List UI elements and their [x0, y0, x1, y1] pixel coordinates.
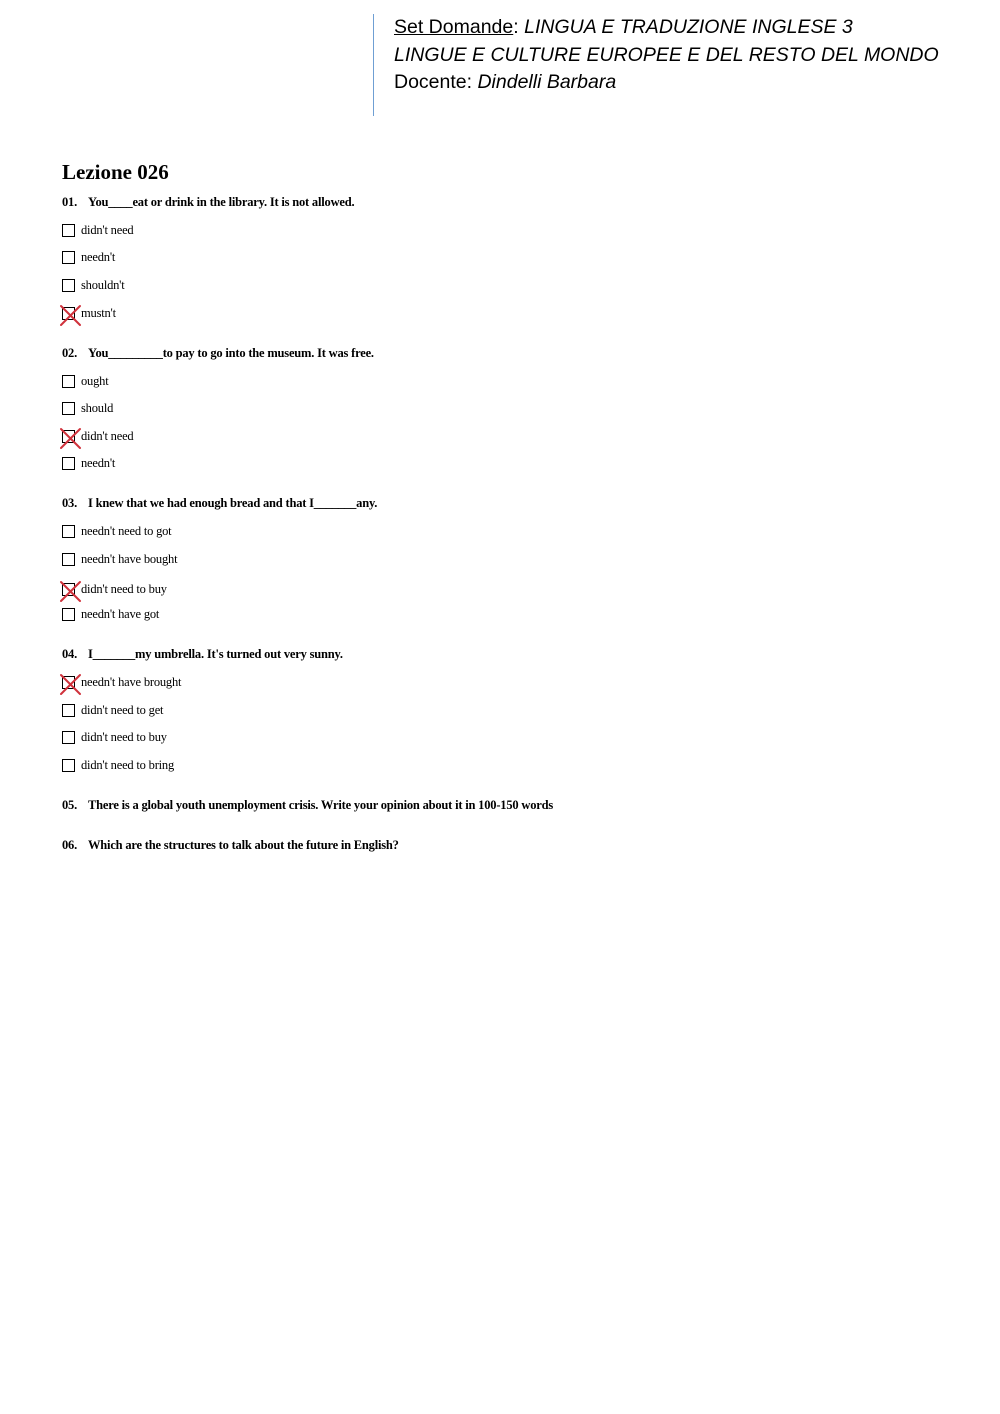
option-label: should [81, 400, 114, 415]
option-04-c[interactable] [62, 729, 167, 745]
checkbox[interactable] [62, 731, 75, 744]
course-line [394, 14, 973, 42]
checkbox[interactable] [62, 457, 75, 470]
question-02 [62, 346, 374, 361]
question-05 [62, 798, 553, 813]
option-label: needn't have bought [81, 551, 178, 566]
question-01 [62, 195, 354, 210]
question-text: You____eat or drink in the library. It is not allowed. [88, 195, 355, 209]
option-01-d[interactable] [62, 305, 116, 321]
question-text: I_______my umbrella. It's turned out very sunny. [88, 647, 343, 661]
check-mark-icon [60, 674, 81, 695]
question-number: 05. [62, 798, 78, 812]
option-02-d[interactable] [62, 455, 115, 471]
option-01-c[interactable] [62, 277, 125, 293]
question-text: Which are the structures to talk about the future in English? [88, 838, 399, 852]
teacher-name: Dindelli Barbara [477, 71, 617, 93]
question-06 [62, 838, 399, 853]
question-text: There is a global youth unemployment crisis. Write your opinion about it in 100-150 words [88, 798, 554, 812]
option-02-a[interactable] [62, 373, 108, 389]
document-header [373, 14, 973, 116]
teacher-label: Docente: [394, 71, 478, 93]
option-label: needn't [81, 249, 116, 264]
lesson-title: Lezione 026 [62, 160, 169, 184]
check-mark-icon [60, 428, 81, 449]
checkbox[interactable] [62, 224, 75, 237]
option-label: needn't have got [81, 606, 160, 621]
option-label: didn't need [81, 222, 134, 237]
set-label: Set Domande [394, 16, 514, 38]
checkbox[interactable] [62, 525, 75, 538]
question-text: You_________to pay to go into the museum. It was free. [88, 346, 374, 360]
option-label: needn't have brought [81, 674, 182, 689]
question-number: 04. [62, 647, 78, 661]
question-03 [62, 496, 377, 511]
option-03-d[interactable] [62, 606, 159, 622]
checkbox[interactable] [62, 251, 75, 264]
option-04-d[interactable] [62, 757, 174, 773]
option-label: mustn't [81, 305, 116, 320]
option-02-c[interactable] [62, 428, 133, 444]
checkbox[interactable] [62, 279, 75, 292]
checkbox[interactable] [62, 583, 75, 596]
question-number: 01. [62, 195, 78, 209]
option-label: needn't [81, 455, 116, 470]
option-label: ought [81, 373, 109, 388]
checkbox[interactable] [62, 676, 75, 689]
question-number: 06. [62, 838, 78, 852]
teacher-line [394, 69, 973, 97]
set-colon: : [513, 16, 525, 38]
option-01-a[interactable] [62, 222, 133, 238]
option-label: didn't need [81, 428, 134, 443]
option-02-b[interactable] [62, 400, 113, 416]
option-03-b[interactable] [62, 551, 177, 567]
checkbox[interactable] [62, 375, 75, 388]
checkbox[interactable] [62, 307, 75, 320]
option-label: didn't need to get [81, 702, 164, 717]
check-mark-icon [60, 305, 81, 326]
check-mark-icon [60, 581, 81, 602]
program-name: LINGUE E CULTURE EUROPEE E DEL RESTO DEL MONDO [394, 43, 939, 66]
question-number: 02. [62, 346, 78, 360]
option-04-a[interactable] [62, 674, 181, 690]
course-name: LINGUA E TRADUZIONE INGLESE 3 [524, 16, 853, 38]
option-label: didn't need to buy [81, 729, 167, 744]
checkbox[interactable] [62, 608, 75, 621]
option-label: needn't need to got [81, 523, 172, 538]
option-label: didn't need to buy [81, 581, 167, 596]
option-04-b[interactable] [62, 702, 163, 718]
checkbox[interactable] [62, 759, 75, 772]
question-number: 03. [62, 496, 78, 510]
checkbox[interactable] [62, 402, 75, 415]
option-01-b[interactable] [62, 249, 115, 265]
question-text: I knew that we had enough bread and that I_______any. [88, 496, 378, 510]
checkbox[interactable] [62, 704, 75, 717]
option-label: shouldn't [81, 277, 125, 292]
checkbox[interactable] [62, 430, 75, 443]
option-03-a[interactable] [62, 523, 171, 539]
question-04 [62, 647, 343, 662]
option-label: didn't need to bring [81, 757, 175, 772]
option-03-c[interactable] [62, 581, 167, 597]
checkbox[interactable] [62, 553, 75, 566]
